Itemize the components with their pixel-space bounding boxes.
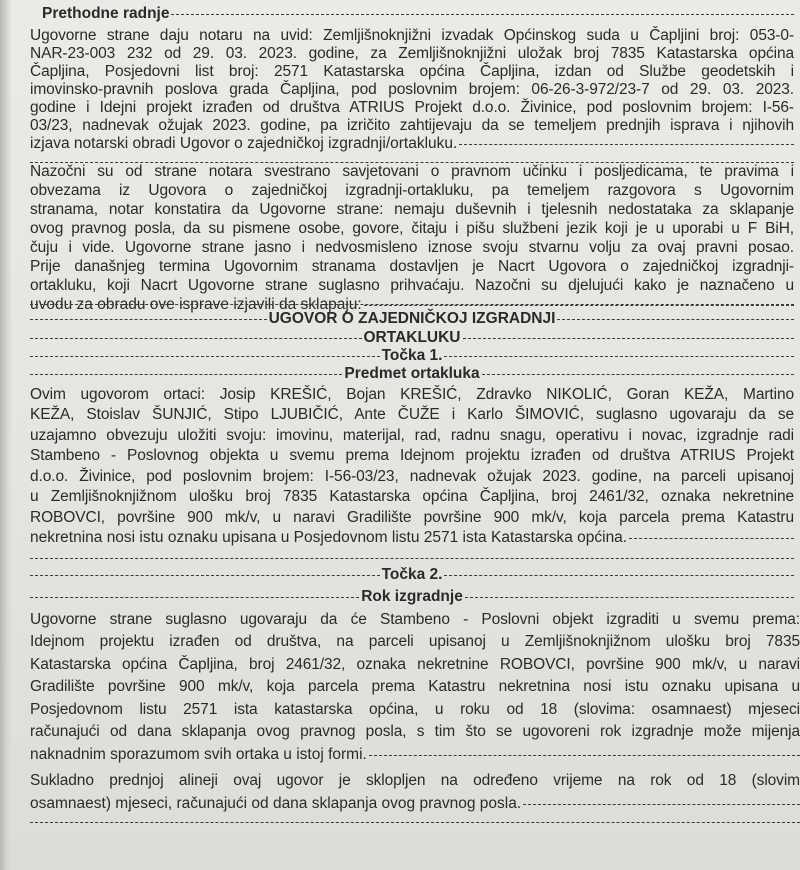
section2-line: Posjedovnom listu 2571 ista katastarska općina, u roku od 18 (slovima: osamnaest) mjeseci [30, 701, 800, 718]
prior-actions-line: Čapljina, Posjedovni list broj: 2571 Katastarska općina Čapljina, izdan od Službe geodetskih i [30, 63, 794, 80]
page-edge-shadow [0, 0, 12, 870]
contract-subtitle-row [30, 328, 794, 348]
section2-line: Sukladno prednjoj alineji ovaj ugovor je sklopljen na određeno vrijeme na rok od 18 (slovim [30, 772, 800, 789]
dash-filler [463, 338, 795, 339]
section1-line: Stambeno - Poslovnog objekta u svemu prema Idejnom projektu izrađen od društva ATRIUS Projekt [30, 447, 794, 464]
dash-filler [30, 374, 342, 375]
section2-line: Idejnom projektu izrađen od društva, na parceli upisanoj u Zemljišnoknjižnom ulošku broj 7835 [30, 633, 800, 650]
contract-title: UGOVOR O ZAJEDNIČKOJ IZGRADNJI [268, 310, 556, 327]
prior-actions-line: izjava notarski obradi Ugovor o zajedničkoj izgradnji/ortakluku. [30, 135, 458, 152]
prior-actions-line: 03/23, nadnevak ožujak 2023. godine, pa izričito zahtijevaju da se temeljem prednjih isprava i njihovih [30, 117, 794, 134]
section1-line: ROBOVCI, površine 900 mk/v, u naravi Gradilište površine 900 mk/v, koja parcela prema Katastru [30, 509, 794, 526]
prior-actions-line: NAR-23-003 232 od 29. 03. 2023. godine, za Zemljišnoknjižni uložak broj 7835 Katastarska općina [30, 45, 794, 62]
section2-line: Ugovorne strane suglasno ugovaraju da će Stambeno - Poslovni objekt izgraditi u svemu prema: [30, 611, 800, 628]
dashed-separator [30, 558, 794, 559]
section1-title-row [30, 364, 794, 384]
dash-filler [465, 597, 794, 598]
advice-line: ortakluku, koji Nacrt Ugovorne strane suglasno prihvaćaju. Nazočni su djelujući kako je naznačeno u [30, 277, 794, 294]
section2-line: računajući od dana sklapanja ovog pravnog posla, s tim što se ugovoreni rok izgradnje može mijenja [30, 723, 800, 740]
section1-line: d.o.o. Živinice, pod poslovnim brojem: I-56-03/23, nadnevak ožujak 2023. godine, na parceli upisanoj [30, 468, 794, 485]
dash-filler [171, 14, 794, 15]
dash-filler [30, 575, 380, 576]
dash-filler [557, 319, 794, 320]
section2-line7-row [30, 745, 800, 765]
dash-filler [30, 356, 380, 357]
section1-number: Točka 1. [381, 347, 443, 364]
prior-actions-line: Ugovorne strane daju notaru na uvid: Zemljišnoknjižni izvadak Općinskog suda u Čapljini broj: 053-0- [30, 27, 794, 44]
advice-line: obvezama iz Ugovora o zajedničkoj izgradnji-ortakluku, pa temeljem razgovora s Ugovornim [30, 182, 794, 199]
contract-title-row [30, 309, 794, 329]
advice-line: stranama, notar konstatira da Ugovorne strane: nemaju duševnih i tjelesnih nedostataka za sklapanje [30, 201, 794, 218]
dash-filler [444, 575, 794, 576]
prior-actions-line: godine i Idejni projekt izrađen od društva ATRIUS Projekt d.o.o. Živinice, pod poslovnim brojem: I-56- [30, 99, 794, 116]
advice-line: Nazočni su od strane notara svestrano savjetovani o pravnom učinku i posljedicama, te pravima i [30, 163, 794, 180]
dashed-separator [30, 304, 794, 305]
section2-title-row [30, 587, 794, 607]
prior-actions-heading-row [40, 4, 794, 24]
prior-actions-last-line-row [30, 134, 794, 154]
dash-filler [30, 319, 267, 320]
dash-filler [444, 356, 794, 357]
section2-line: naknadnim sporazumom svih ortaka u istoj formi. [30, 746, 367, 763]
section1-title: Predmet ortakluka [344, 365, 480, 382]
section1-line: Ovim ugovorom ortaci: Josip KREŠIĆ, Bojan KREŠIĆ, Zdravko NIKOLIĆ, Goran KEŽA, Martino [30, 386, 794, 403]
section2-number-row [30, 565, 794, 585]
section1-line: u Zemljišnoknjižnom ulošku broj 7835 Katastarska općina Čapljina, broj 2461/32, oznaka nekretnine [30, 488, 794, 505]
section1-line: uzajamno obvezuju uložiti svoju: imovinu, materijal, rad, radnu snagu, operativu i novac, izgradnje radi [30, 427, 794, 444]
dash-filler [459, 144, 794, 145]
section2-line: Gradilište površine 900 mk/v, koja parcela prema Katastru nekretnina nosi istu oznaku upisana u [30, 678, 800, 695]
dash-filler [629, 538, 794, 539]
advice-line: ovog pravnog posla, da su pismene osobe, govore, čitaju i pišu službeni jezik koji je u uporabi u F BiH, [30, 220, 794, 237]
dash-filler [30, 597, 359, 598]
section1-number-row [30, 346, 794, 366]
section2-line: Katastarska općina Čapljina, broj 2461/32, oznaka nekretnine ROBOVCI, površine 900 mk/v, u naravi [30, 656, 800, 673]
section1-last-line-row [30, 528, 794, 548]
advice-line: čuju i vide. Ugovorne strane jasno i nedvosmisleno iznose svoju stvarnu volju za ovaj pravni posao. [30, 239, 794, 256]
dash-filler [369, 755, 800, 756]
prior-actions-heading: Prethodne radnje [42, 5, 170, 22]
section1-line: nekretnina nosi istu oznaku upisana u Posjedovnom listu 2571 ista Katastarska općina. [30, 529, 628, 546]
section2-number: Točka 2. [381, 566, 443, 583]
section2-line: osamnaest) mjeseci, računajući od dana sklapanja ovog pravnog posla. [30, 795, 522, 812]
section2-last-line-row [30, 794, 800, 814]
prior-actions-line: imovinsko-pravnih poslova grada Čapljina, pod poslovnim brojem: 06-26-3-972/23-7 od 29. 03. 2023. [30, 81, 794, 98]
dash-filler [30, 338, 362, 339]
dash-filler [523, 804, 800, 805]
dashed-separator [30, 822, 800, 823]
section1-line: KEŽA, Stoislav ŠUNJIĆ, Stipo LJUBIČIĆ, Ante ČUŽE i Karlo ŠIMOVIĆ, suglasno ugovaraju da se [30, 406, 794, 423]
dash-filler [482, 374, 794, 375]
advice-line: uvodu za obradu ove isprave izjavili da sklapaju: [30, 296, 362, 313]
advice-line: Prije današnjeg termina Ugovornim stranama dostavljen je Nacrt Ugovora o zajedničkoj izgradnji- [30, 258, 794, 275]
section2-title: Rok izgradnje [361, 588, 463, 605]
contract-subtitle: ORTAKLUKU [363, 329, 461, 346]
